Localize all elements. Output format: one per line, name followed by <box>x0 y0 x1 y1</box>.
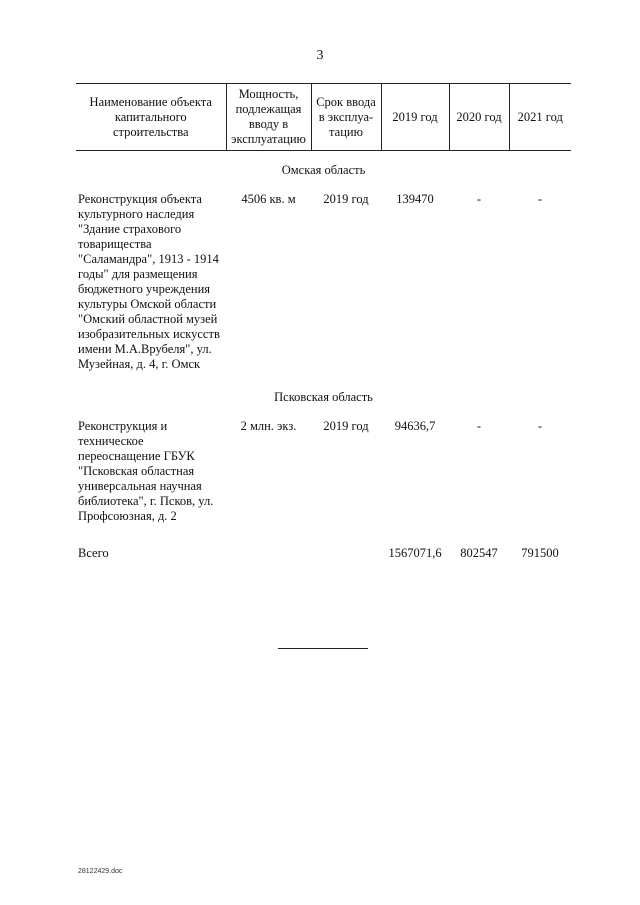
region-row-omsk <box>76 151 571 193</box>
object-name: Реконструкция и техническое переоснащение ГБУК "Псковская областная универсальная научная библиотека", г. Псков, ул. Профсоюзная, д. 2 <box>78 419 214 523</box>
region-name: Псковская область <box>274 390 373 404</box>
header-2020: 2020 год <box>449 84 509 151</box>
table-row <box>76 192 571 378</box>
object-capacity: 4506 кв. м <box>241 192 296 206</box>
header-capacity: Мощность, подлежащая вводу в эксплуатацию <box>226 84 311 151</box>
region-row-pskov <box>76 378 571 419</box>
value-2020: - <box>476 419 482 433</box>
capital-construction-table-container <box>76 83 571 561</box>
header-2021: 2021 год <box>509 84 571 151</box>
object-term: 2019 год <box>323 192 369 206</box>
capital-construction-table <box>76 83 571 561</box>
region-name: Омская область <box>281 163 366 177</box>
page-number: 3 <box>316 48 324 63</box>
header-2019: 2019 год <box>381 84 449 151</box>
object-name: Реконструкция объекта культурного наследия "Здание страхового товарищества "Саламандра", 1913 - 1914 годы" для размещения бюджетного учреждения культуры Омской области "Омский областной музей изобразительных искусств имени М.А.Врубеля", ул. Музейная, д. 4, г. Омск <box>78 192 220 371</box>
document-code: 28122429.doc <box>78 868 123 875</box>
value-2019: 94636,7 <box>394 419 436 433</box>
header-term: Срок ввода в эксплуа-тацию <box>311 84 381 151</box>
value-2021: - <box>537 419 543 433</box>
table-row <box>76 419 571 530</box>
total-2021: 791500 <box>521 546 559 560</box>
value-2021: - <box>537 192 543 206</box>
total-2019: 1567071,6 <box>388 546 442 560</box>
object-capacity: 2 млн. экз. <box>240 419 297 433</box>
header-object-name: Наименование объекта капитального строительства <box>76 84 226 151</box>
total-row <box>76 530 571 561</box>
object-term: 2019 год <box>323 419 369 433</box>
value-2019: 139470 <box>396 192 434 206</box>
end-divider <box>278 648 368 649</box>
table-header-row <box>76 84 571 151</box>
value-2020: - <box>476 192 482 206</box>
total-2020: 802547 <box>460 546 498 560</box>
total-label: Всего <box>78 546 109 560</box>
